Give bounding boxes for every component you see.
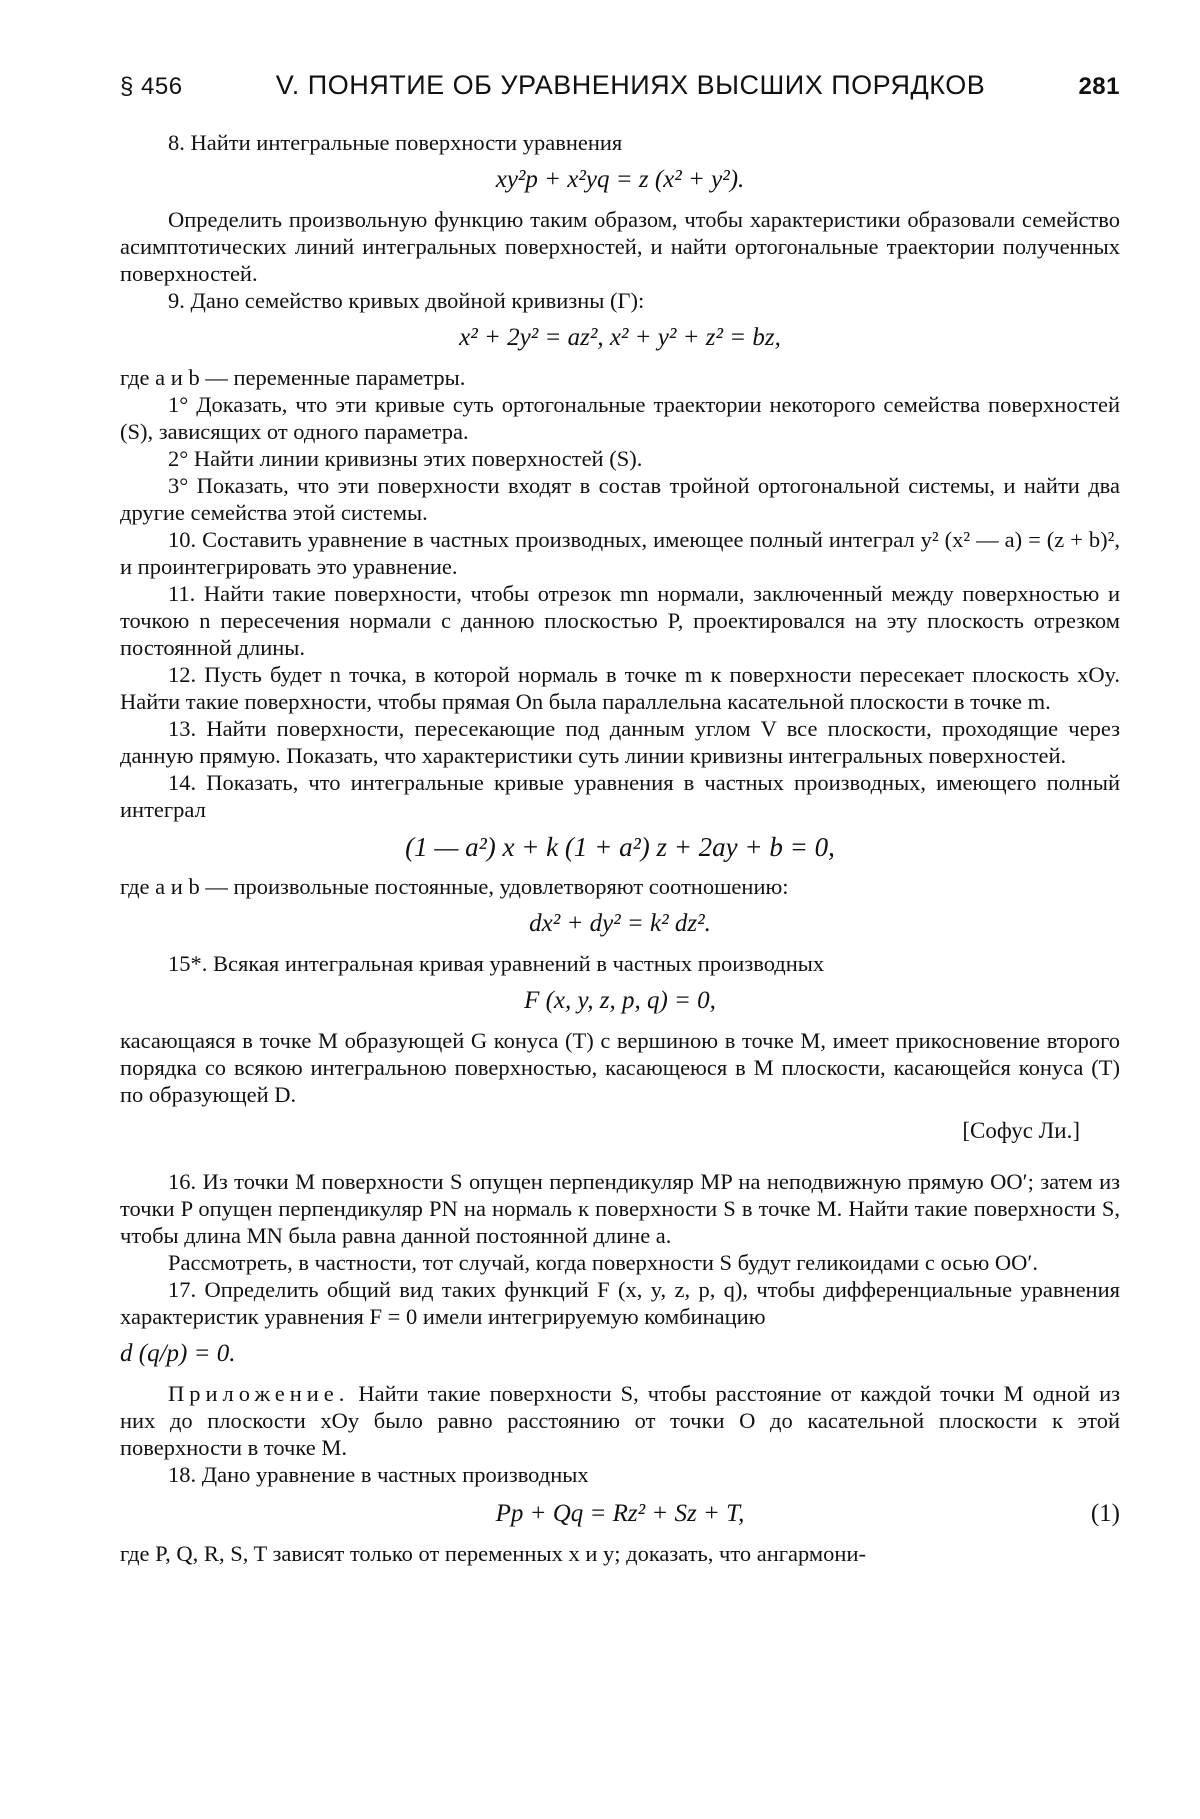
problem-17-appendix — [120, 1380, 1120, 1461]
problem-16-text2: Рассмотреть, в частности, тот случай, когда поверхности S будут геликоидами с осью OO′. — [168, 1250, 1038, 1275]
problem-10: 10. Составить уравнение в частных производных, имеющее полный интеграл y² (x² — a) = (z + b)², и проинтегрировать это уравнение. — [120, 527, 1120, 579]
problem-9-text2: где a и b — переменные параметры. — [120, 365, 466, 390]
problem-8-equation: xy²p + x²yq = z (x² + y²). — [495, 166, 745, 193]
appendix-text: Найти такие поверхности S, чтобы расстояние от каждой точки M одной из них до плоскости xOy было равно расстоянию от точки O до касательной плоскости к этой поверхности в точке M. — [120, 1381, 1120, 1460]
problem-13: 13. Найти поверхности, пересекающие под данным углом V все плоскости, проходящие через данную прямую. Показать, что характеристики суть линии кривизны интегральных поверхностей. — [120, 716, 1120, 768]
problem-18-text: 18. Дано уравнение в частных производных — [168, 1462, 589, 1487]
running-header — [120, 70, 1120, 101]
problem-17-combination: d (q/p) = 0. — [120, 1340, 236, 1367]
problem-9-item1: 1° Доказать, что эти кривые суть ортогональные траектории некоторого семейства поверхностей (S), зависящих от одного параметра. — [120, 392, 1120, 444]
problem-15-text: 15*. Всякая интегральная кривая уравнений в частных производных — [168, 951, 825, 976]
problem-9-item2: 2° Найти линии кривизны этих поверхностей (S). — [168, 446, 643, 471]
problem-8-text: 8. Найти интегральные поверхности уравнения — [168, 130, 623, 155]
page-number: 281 — [1078, 73, 1120, 100]
problem-15-equation: F (x, y, z, p, q) = 0, — [524, 987, 716, 1014]
problem-18-equation-row — [120, 1500, 1120, 1528]
equation-number: (1) — [1090, 1500, 1120, 1527]
problem-18-equation: Pp + Qq = Rz² + Sz + T, — [495, 1500, 745, 1527]
problem-8-text2: Определить произвольную функцию таким образом, чтобы характеристики образовали семейство асимптотических линий интегральных поверхностей, и найти ортогональные траектории полученных поверхностей. — [120, 207, 1120, 286]
problem-14-equation2: dx² + dy² = k² dz². — [529, 910, 711, 937]
section-number: § 456 — [120, 73, 183, 100]
problem-18-text2: где P, Q, R, S, T зависят только от переменных x и y; доказать, что ангармони- — [120, 1541, 866, 1566]
problem-15-text2: касающаяся в точке M образующей G конуса (T) с вершиною в точке M, имеет прикосновение второго порядка со всякою интегральною поверхностью, касающеюся в M плоскости, касающейся конуса (T) по образующей D. — [120, 1028, 1120, 1107]
problem-14-text2: где a и b — произвольные постоянные, удовлетворяют соотношению: — [120, 874, 789, 899]
problem-17-text: 17. Определить общий вид таких функций F (x, y, z, p, q), чтобы дифференциальные уравнения характеристик уравнения F = 0 имели интегрируемую комбинацию — [120, 1277, 1120, 1329]
problem-12: 12. Пусть будет n точка, в которой нормаль в точке m к поверхности пересекает плоскость xOy. Найти такие поверхности, чтобы прямая On была параллельна касательной плоскости в точке m. — [120, 662, 1120, 714]
problem-9-item3: 3° Показать, что эти поверхности входят в состав тройной ортогональной системы, и найти два другие семейства этой системы. — [120, 473, 1120, 525]
problem-9-text: 9. Дано семейство кривых двойной кривизны (Г): — [168, 288, 645, 313]
problem-14-equation: (1 — a²) x + k (1 + a²) z + 2ay + b = 0, — [405, 832, 835, 862]
problem-11: 11. Найти такие поверхности, чтобы отрезок mn нормали, заключенный между поверхностью и точкою n пересечения нормали с данною плоскостью P, проектировался на эту плоскость отрезком постоянной длины. — [120, 581, 1120, 660]
attribution: [Софус Ли.] — [962, 1118, 1080, 1143]
problem-14-text: 14. Показать, что интегральные кривые уравнения в частных производных, имеющего полный интеграл — [120, 770, 1120, 822]
book-page — [120, 70, 1120, 1567]
problem-16-text: 16. Из точки M поверхности S опущен перпендикуляр MP на неподвижную прямую OO′; затем из точки P опущен перпендикуляр PN на нормаль к поверхности S в точке M. Найти такие поверхности S, чтобы длина MN была равна данной постоянной длине a. — [120, 1169, 1120, 1248]
problem-9-equation: x² + 2y² = az², x² + y² + z² = bz, — [459, 324, 781, 351]
chapter-title: V. ПОНЯТИЕ ОБ УРАВНЕНИЯХ ВЫСШИХ ПОРЯДКОВ — [275, 70, 986, 100]
appendix-label: Приложение. — [168, 1381, 350, 1406]
